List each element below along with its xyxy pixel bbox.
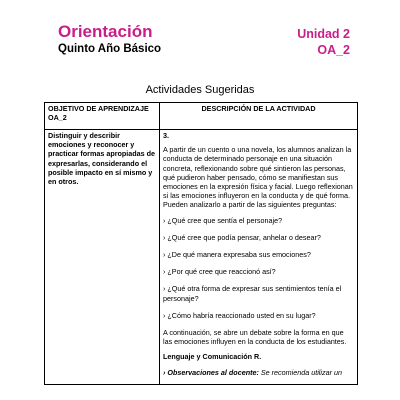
objective-cell: Distinguir y describir emociones y reconocer y practicar formas apropiadas de expresarlas, considerando el posible impacto en sí mismo y en otros. (45, 130, 160, 385)
grade-subtitle: Quinto Año Básico (58, 43, 162, 55)
question-item: › ¿Qué cree que sentía el personaje? (163, 215, 283, 225)
activity-number: 3. (163, 131, 169, 140)
table-header-row (45, 103, 358, 130)
activities-table (44, 102, 358, 385)
activity-intro: A partir de un cuento o una novela, los alumnos analizan la conducta de determinado personaje en una situación concreta, reflexionando sobre qué sintieron las personas, qué pudieron haber pensado, cómo se manifiestan sus emociones en la expresión física y facial. Luego reflexionan si las emociones influyeron en la conducta y de qué forma. Pueden analizarlo a partir de las siguientes preguntas: (163, 145, 353, 210)
section-title: Actividades Sugeridas (145, 84, 255, 96)
question-item: › ¿Por qué cree que reaccionó así? (163, 267, 276, 277)
observation-text: Se recomienda utilizar un (258, 367, 342, 377)
page-title: Orientación (58, 22, 153, 41)
unit-label: Unidad 2 (297, 27, 350, 41)
teacher-observation (163, 368, 354, 377)
question-item: › ¿Qué cree que podía pensar, anhelar o desear? (163, 232, 321, 242)
description-cell (160, 130, 358, 385)
question-item: › ¿Cómo habría reaccionado usted en su lugar? (163, 310, 316, 320)
description-header: DESCRIPCIÓN DE LA ACTIVIDAD (160, 103, 358, 130)
activity-closing: A continuación, se abre un debate sobre la forma en que las emociones influyen en la conducta de los estudiantes. (163, 328, 347, 347)
observation-label: › Observaciones al docente: (163, 367, 259, 377)
question-item: › ¿Qué otra forma de expresar sus sentimientos tenía el personaje? (163, 284, 342, 303)
subject-link: Lenguaje y Comunicación R. (163, 352, 262, 362)
question-item: › ¿De qué manera expresaba sus emociones? (163, 250, 311, 260)
objective-header: OBJETIVO DE APRENDIZAJE OA_2 (45, 103, 160, 130)
oa-label: OA_2 (317, 43, 350, 57)
table-row (45, 130, 358, 385)
